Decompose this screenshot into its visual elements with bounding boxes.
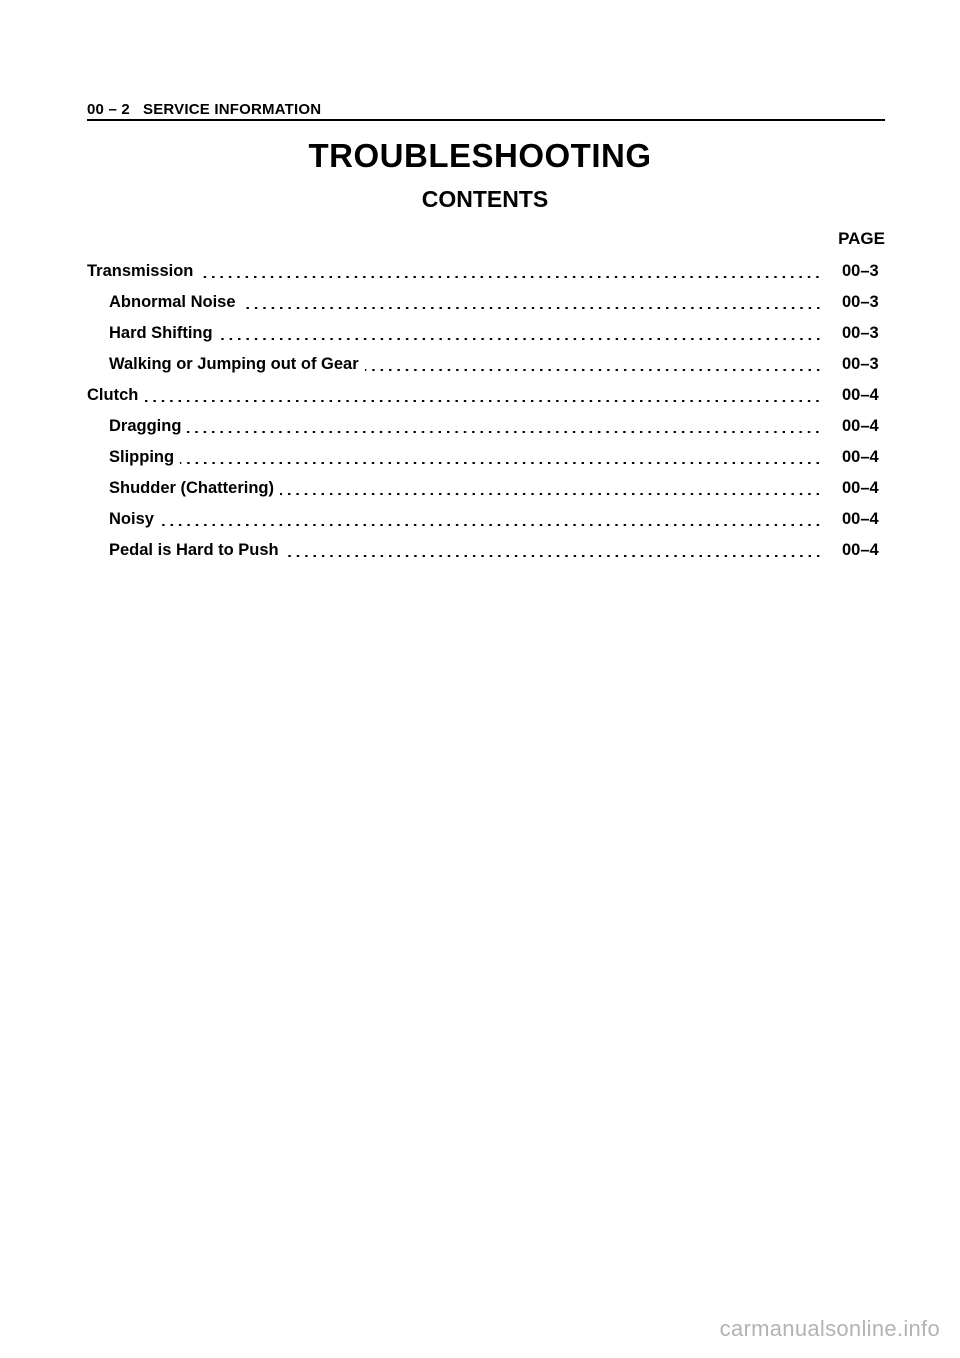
toc-entry-clutch[interactable] — [87, 380, 882, 411]
toc-entry-label: Shudder (Chattering) — [109, 479, 278, 498]
toc-entry-page: 00–3 — [842, 324, 879, 342]
dot-leader — [285, 555, 822, 557]
dot-leader — [219, 338, 822, 340]
table-of-contents — [87, 256, 882, 566]
toc-entry-label: Hard Shifting — [109, 324, 217, 343]
dot-leader — [365, 369, 822, 371]
dot-leader — [160, 524, 822, 526]
site-watermark: carmanualsonline.info — [719, 1316, 940, 1341]
toc-entry-label: Clutch — [87, 386, 142, 405]
toc-entry-noisy[interactable] — [87, 504, 882, 535]
dot-leader — [242, 307, 822, 309]
page-column-label: PAGE — [838, 229, 885, 248]
toc-entry-dragging[interactable] — [87, 411, 882, 442]
dot-leader — [199, 276, 822, 278]
running-header — [87, 99, 885, 121]
toc-entry-page: 00–4 — [842, 541, 879, 559]
toc-entry-pedal-hard-to-push[interactable] — [87, 535, 882, 566]
toc-entry-page: 00–4 — [842, 417, 879, 435]
page-title: TROUBLESHOOTING — [308, 137, 652, 174]
toc-entry-shudder-chattering[interactable] — [87, 473, 882, 504]
toc-entry-page: 00–4 — [842, 479, 879, 497]
toc-entry-page: 00–3 — [842, 293, 879, 311]
toc-entry-transmission[interactable] — [87, 256, 882, 287]
toc-entry-page: 00–4 — [842, 510, 879, 528]
toc-entry-hard-shifting[interactable] — [87, 318, 882, 349]
dot-leader — [280, 493, 822, 495]
toc-entry-label: Noisy — [109, 510, 158, 529]
toc-entry-page: 00–3 — [842, 262, 879, 280]
toc-entry-page: 00–3 — [842, 355, 879, 373]
dot-leader — [180, 462, 822, 464]
toc-entry-walking-jumping-out-of-gear[interactable] — [87, 349, 882, 380]
toc-entry-label: Pedal is Hard to Push — [109, 541, 283, 560]
contents-heading: CONTENTS — [421, 186, 549, 212]
toc-entry-page: 00–4 — [842, 386, 879, 404]
toc-entry-page: 00–4 — [842, 448, 879, 466]
toc-entry-label: Dragging — [109, 417, 185, 436]
toc-entry-label: Slipping — [109, 448, 178, 467]
dot-leader — [187, 431, 822, 433]
running-header-text: 00 – 2 SERVICE INFORMATION — [87, 101, 322, 118]
toc-entry-slipping[interactable] — [87, 442, 882, 473]
dot-leader — [144, 400, 822, 402]
toc-entry-abnormal-noise[interactable] — [87, 287, 882, 318]
toc-entry-label: Transmission — [87, 262, 197, 281]
toc-entry-label: Abnormal Noise — [109, 293, 240, 312]
toc-entry-label: Walking or Jumping out of Gear — [109, 355, 363, 374]
